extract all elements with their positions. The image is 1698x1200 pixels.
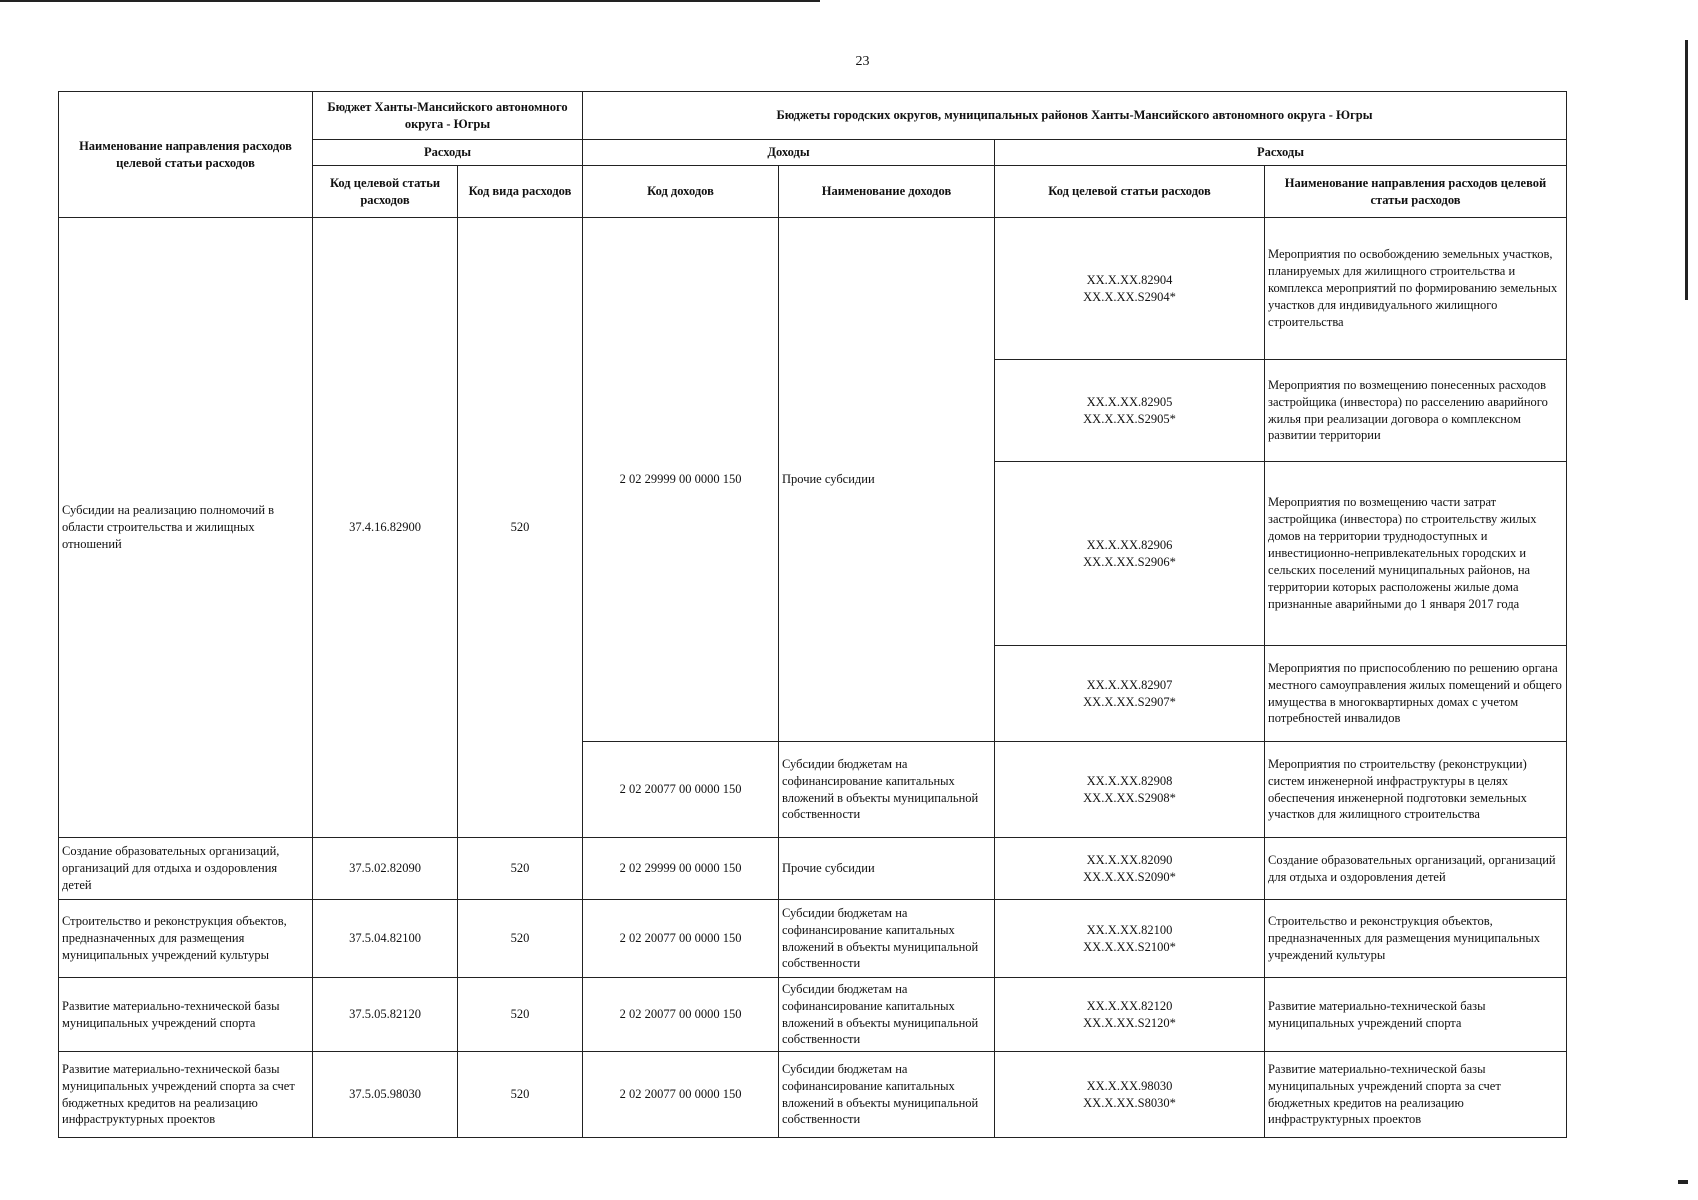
kind-code: 520: [458, 1052, 583, 1138]
direction-name: Развитие материально-технической базы муниципальных учреждений спорта за счет бюджетных кредитов на реализацию инфраструктурных проектов: [59, 1052, 313, 1138]
target-code: 37.5.04.82100: [313, 900, 458, 978]
municipal-direction-name: Строительство и реконструкция объектов, предназначенных для размещения муниципальных учреждений культуры: [1265, 900, 1567, 978]
header-income: Доходы: [583, 140, 995, 166]
direction-name: Создание образовательных организаций, организаций для отдыха и оздоровления детей: [59, 838, 313, 900]
budget-codes-table: [58, 91, 1567, 1138]
municipal-direction-name: Развитие материально-технической базы муниципальных учреждений спорта за счет бюджетных кредитов на реализацию инфраструктурных проектов: [1265, 1052, 1567, 1138]
header-okrug-budget: Бюджет Ханты-Мансийского автономного округа - Югры: [313, 92, 583, 140]
municipal-target-code: XX.X.XX.82090 XX.X.XX.S2090*: [995, 838, 1265, 900]
kind-code: 520: [458, 978, 583, 1052]
target-code: 37.5.05.98030: [313, 1052, 458, 1138]
header-name-direction-municipal: Наименование направления расходов целевой статьи расходов: [1265, 166, 1567, 218]
municipal-direction-name: Мероприятия по приспособлению по решению органа местного самоуправления жилых помещений и общего имущества в многоквартирных домах с учетом потребностей инвалидов: [1265, 646, 1567, 742]
income-name: Субсидии бюджетам на софинансирование капитальных вложений в объекты муниципальной собственности: [779, 900, 995, 978]
income-code: 2 02 29999 00 0000 150: [583, 218, 779, 742]
kind-code: 520: [458, 218, 583, 838]
income-code: 2 02 20077 00 0000 150: [583, 900, 779, 978]
header-income-name: Наименование доходов: [779, 166, 995, 218]
municipal-direction-name: Мероприятия по возмещению части затрат застройщика (инвестора) по строительству жилых домов на территории труднодоступных и инвестиционно-непривлекательных городских и сельских поселений муниципальных районов, на территории которых расположены жилые дома признанные аварийными до 1 января 2017 года: [1265, 462, 1567, 646]
income-code: 2 02 20077 00 0000 150: [583, 1052, 779, 1138]
table-row: [59, 900, 1567, 978]
direction-name: Строительство и реконструкция объектов, предназначенных для размещения муниципальных учреждений культуры: [59, 900, 313, 978]
table-row: [59, 218, 1567, 360]
table-row: [59, 1052, 1567, 1138]
scan-edge-line: [0, 0, 820, 2]
municipal-direction-name: Создание образовательных организаций, организаций для отдыха и оздоровления детей: [1265, 838, 1567, 900]
municipal-target-code: XX.X.XX.82120 XX.X.XX.S2120*: [995, 978, 1265, 1052]
municipal-target-code: XX.X.XX.82907 XX.X.XX.S2907*: [995, 646, 1265, 742]
direction-name: Развитие материально-технической базы муниципальных учреждений спорта: [59, 978, 313, 1052]
page-number: 23: [855, 54, 870, 69]
income-code: 2 02 20077 00 0000 150: [583, 978, 779, 1052]
municipal-direction-name: Развитие материально-технической базы муниципальных учреждений спорта: [1265, 978, 1567, 1052]
header-kind-code: Код вида расходов: [458, 166, 583, 218]
municipal-target-code: XX.X.XX.82905 XX.X.XX.S2905*: [995, 360, 1265, 462]
income-name: Субсидии бюджетам на софинансирование капитальных вложений в объекты муниципальной собственности: [779, 742, 995, 838]
municipal-target-code: XX.X.XX.82908 XX.X.XX.S2908*: [995, 742, 1265, 838]
scan-edge-mark: [1678, 1180, 1688, 1184]
header-expenses: Расходы: [313, 140, 583, 166]
municipal-target-code: XX.X.XX.82906 XX.X.XX.S2906*: [995, 462, 1265, 646]
municipal-target-code: XX.X.XX.98030 XX.X.XX.S8030*: [995, 1052, 1265, 1138]
target-code: 37.5.02.82090: [313, 838, 458, 900]
municipal-target-code: XX.X.XX.82904 XX.X.XX.S2904*: [995, 218, 1265, 360]
municipal-target-code: XX.X.XX.82100 XX.X.XX.S2100*: [995, 900, 1265, 978]
municipal-direction-name: Мероприятия по строительству (реконструкции) систем инженерной инфраструктуры в целях обеспечения инженерной подготовки земельных участков для жилищного строительства: [1265, 742, 1567, 838]
target-code: 37.4.16.82900: [313, 218, 458, 838]
header-municipal-budgets: Бюджеты городских округов, муниципальных районов Ханты-Мансийского автономного округа - Югры: [583, 92, 1567, 140]
header-name-direction: Наименование направления расходов целевой статьи расходов: [59, 92, 313, 218]
header-expenses-municipal: Расходы: [995, 140, 1567, 166]
table-row: [59, 978, 1567, 1052]
municipal-direction-name: Мероприятия по освобождению земельных участков, планируемых для жилищного строительства и комплекса мероприятий по формированию земельных участков для индивидуального жилищного строительства: [1265, 218, 1567, 360]
kind-code: 520: [458, 900, 583, 978]
municipal-direction-name: Мероприятия по возмещению понесенных расходов застройщика (инвестора) по расселению аварийного жилья при реализации договора о комплексном развитии территории: [1265, 360, 1567, 462]
income-name: Прочие субсидии: [779, 838, 995, 900]
income-code: 2 02 20077 00 0000 150: [583, 742, 779, 838]
scan-edge-mark: [1685, 40, 1688, 300]
income-name: Субсидии бюджетам на софинансирование капитальных вложений в объекты муниципальной собственности: [779, 1052, 995, 1138]
income-code: 2 02 29999 00 0000 150: [583, 838, 779, 900]
target-code: 37.5.05.82120: [313, 978, 458, 1052]
income-name: Прочие субсидии: [779, 218, 995, 742]
table-row: [59, 838, 1567, 900]
header-target-code: Код целевой статьи расходов: [313, 166, 458, 218]
header-income-code: Код доходов: [583, 166, 779, 218]
income-name: Субсидии бюджетам на софинансирование капитальных вложений в объекты муниципальной собственности: [779, 978, 995, 1052]
header-target-code-municipal: Код целевой статьи расходов: [995, 166, 1265, 218]
direction-name: Субсидии на реализацию полномочий в области строительства и жилищных отношений: [59, 218, 313, 838]
kind-code: 520: [458, 838, 583, 900]
